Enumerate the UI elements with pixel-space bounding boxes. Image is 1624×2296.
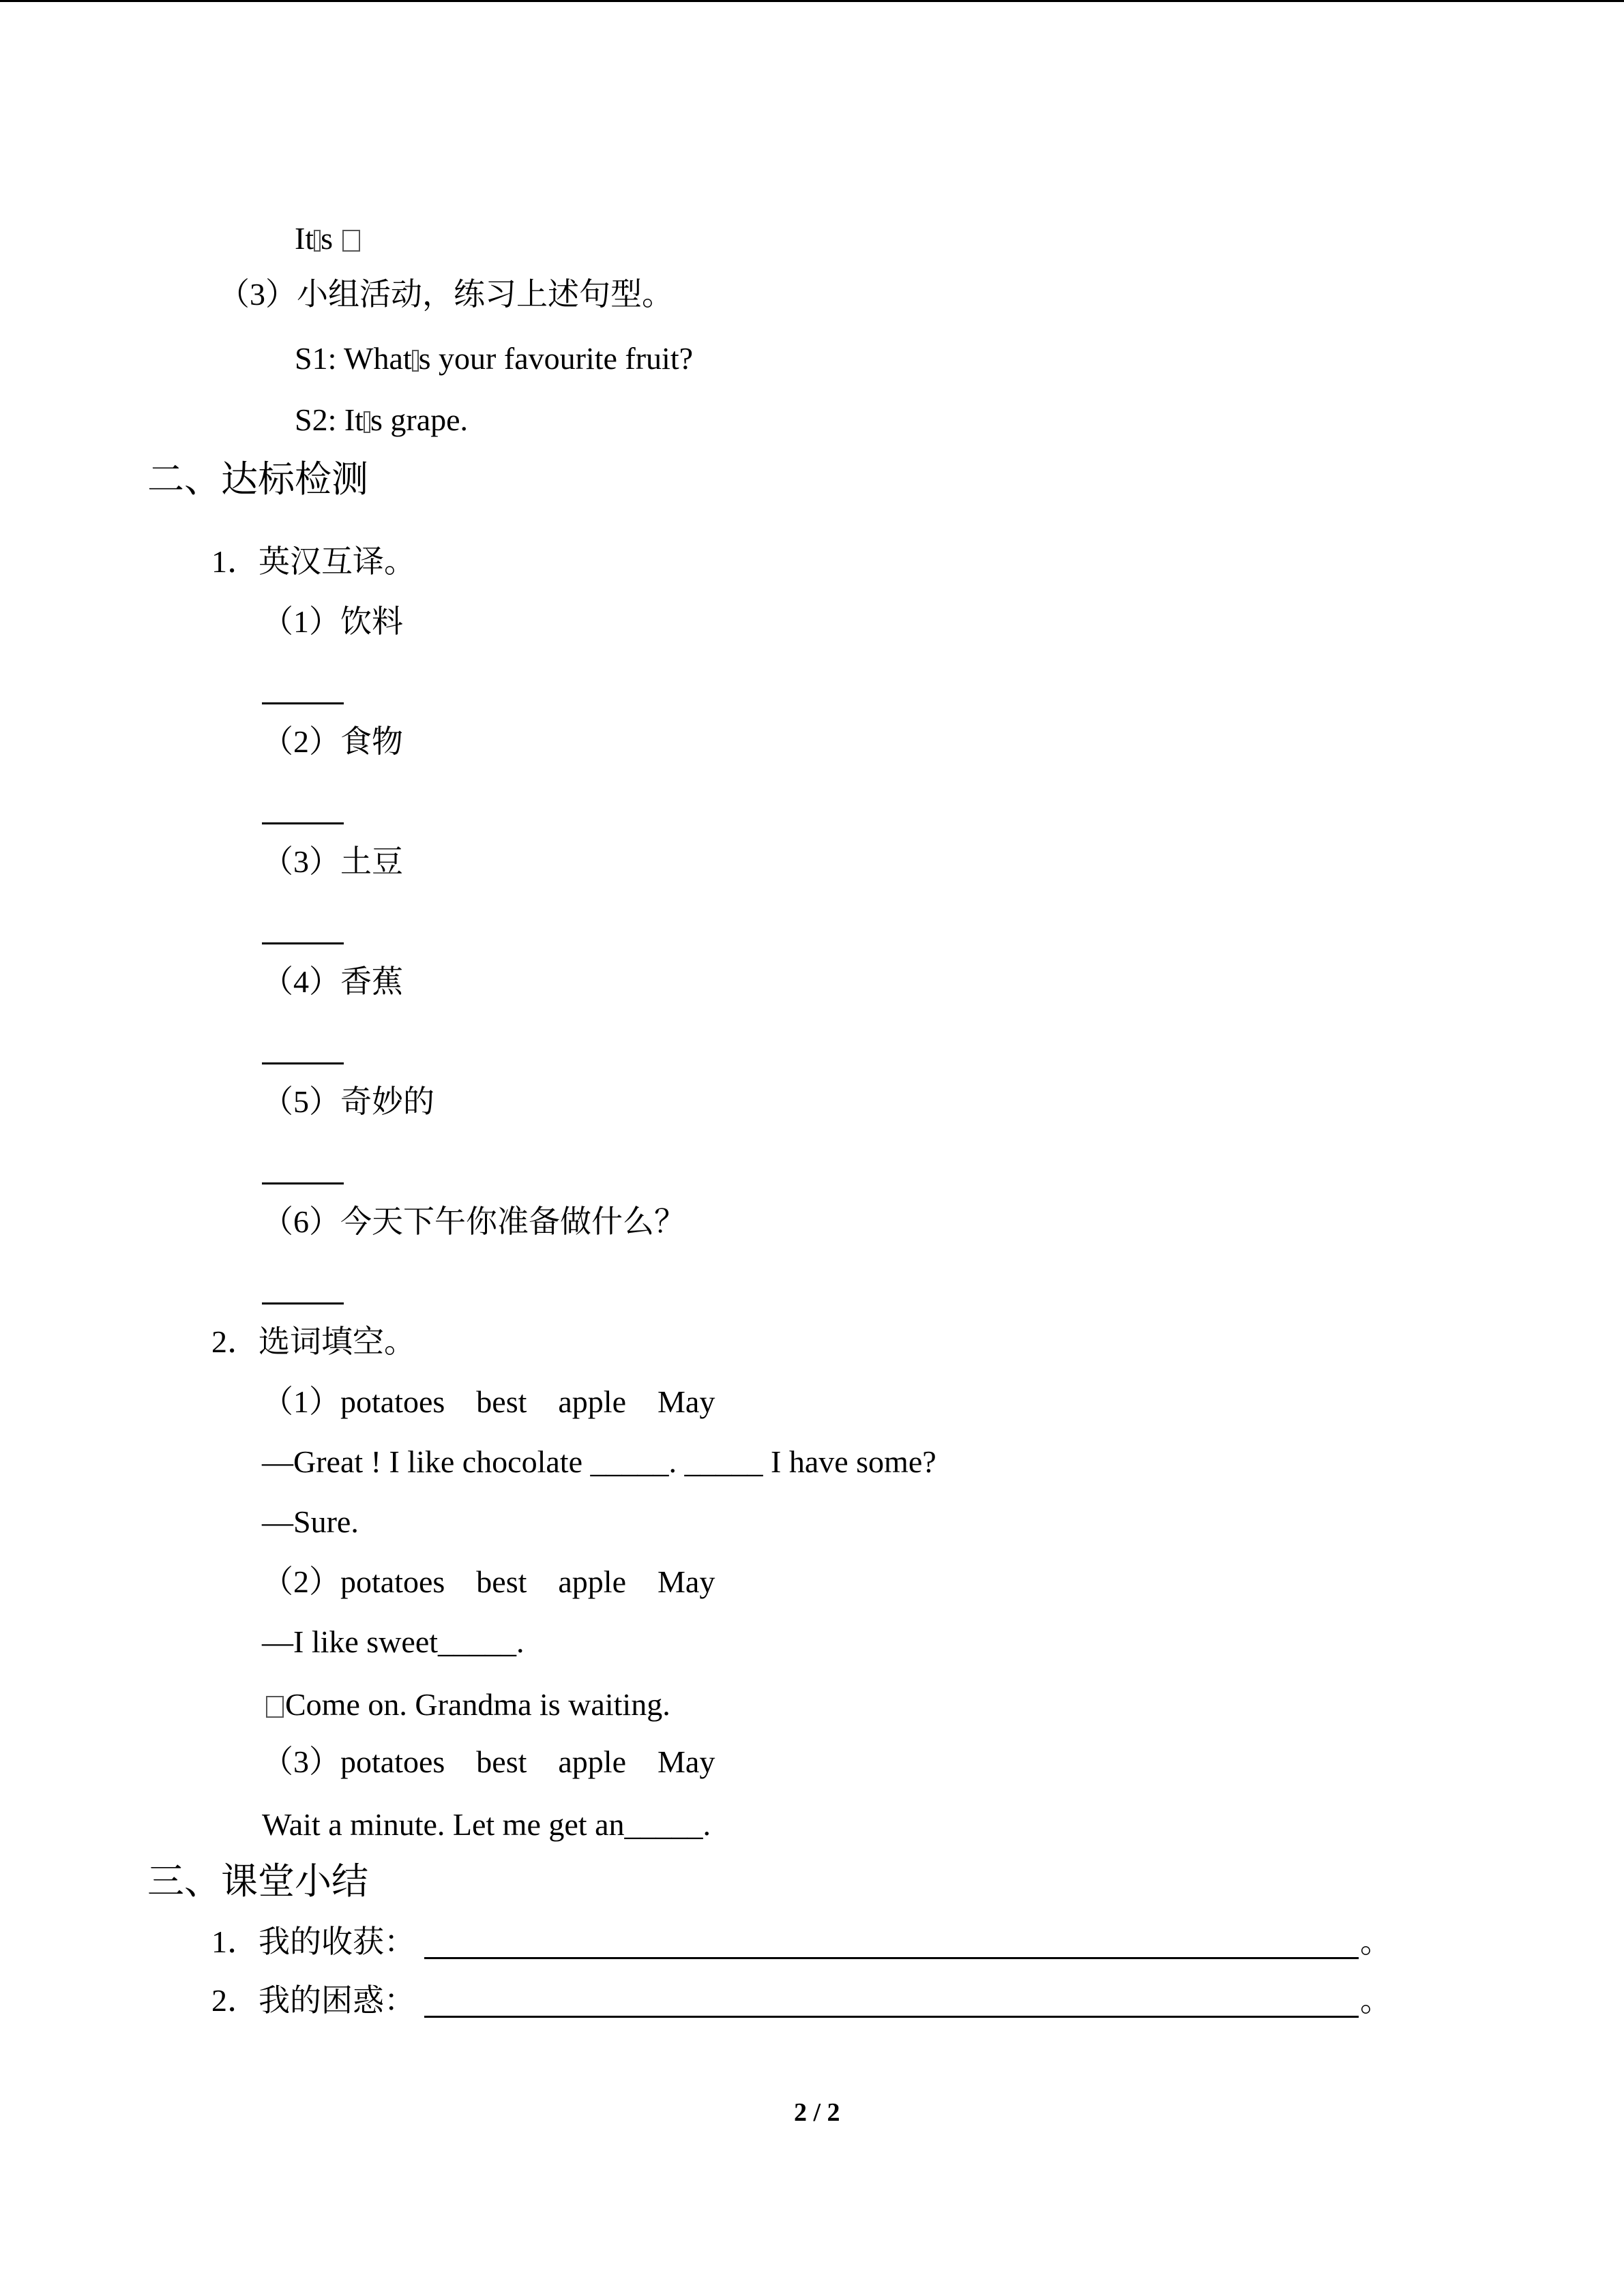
q1-item-5: （5）奇妙的: [262, 1084, 434, 1119]
answer-blank: [262, 702, 344, 704]
q2-line-2: —Sure.: [262, 1504, 359, 1539]
q2-line-1: —Great ! I like chocolate _____. _____ I have some?: [262, 1444, 936, 1479]
answer-blank: [262, 822, 344, 824]
item3-label: （3）小组活动，练习上述句型。: [218, 277, 673, 312]
missing-glyph-icon: [364, 411, 370, 433]
confusion-answer-line: [424, 2016, 1359, 2018]
q2-options-1: （1）potatoes best apple May: [262, 1384, 715, 1419]
its-line: It s: [295, 220, 361, 258]
answer-blank: [262, 1302, 344, 1304]
q2-line-4: Come on. Grandma is waiting.: [265, 1686, 670, 1724]
q1-item-1: （1）饮料: [262, 604, 403, 639]
q2-title: 2．选词填空。: [211, 1324, 415, 1359]
missing-glyph-icon: [314, 230, 321, 252]
answer-blank: [262, 1062, 344, 1064]
q1-item-4: （4）香蕉: [262, 964, 403, 999]
answer-blank: [262, 1182, 344, 1184]
q2-options-2: （2）potatoes best apple May: [262, 1564, 715, 1599]
page-top-border: [0, 0, 1624, 2]
q1-title: 1．英汉互译。: [211, 544, 415, 579]
q2-options-3: （3）potatoes best apple May: [262, 1744, 715, 1779]
section3-heading: 三、课堂小结: [147, 1861, 368, 1902]
missing-glyph-icon: [266, 1696, 284, 1718]
s1-line: S1: What s your favourite fruit?: [295, 341, 694, 376]
confusion-period: 。: [1360, 1983, 1391, 2018]
q1-item-2: （2）食物: [262, 724, 403, 759]
missing-glyph-icon: [412, 350, 419, 372]
q1-item-6: （6）今天下午你准备做什么？: [262, 1204, 685, 1239]
page-number: 2 / 2: [794, 2098, 840, 2127]
confusion-label: 2．我的困惑：: [211, 1983, 415, 2018]
gain-label: 1．我的收获：: [211, 1924, 415, 1959]
s2-line: S2: It s grape.: [295, 402, 469, 437]
answer-blank: [262, 942, 344, 944]
missing-glyph-icon: [342, 230, 360, 252]
q1-item-3: （3）土豆: [262, 844, 403, 879]
gain-period: 。: [1360, 1924, 1391, 1959]
gain-answer-line: [424, 1957, 1359, 1959]
q2-line-3: —I like sweet_____.: [262, 1624, 525, 1659]
q2-line-5: Wait a minute. Let me get an_____.: [262, 1807, 711, 1842]
section2-heading: 二、达标检测: [147, 459, 368, 500]
